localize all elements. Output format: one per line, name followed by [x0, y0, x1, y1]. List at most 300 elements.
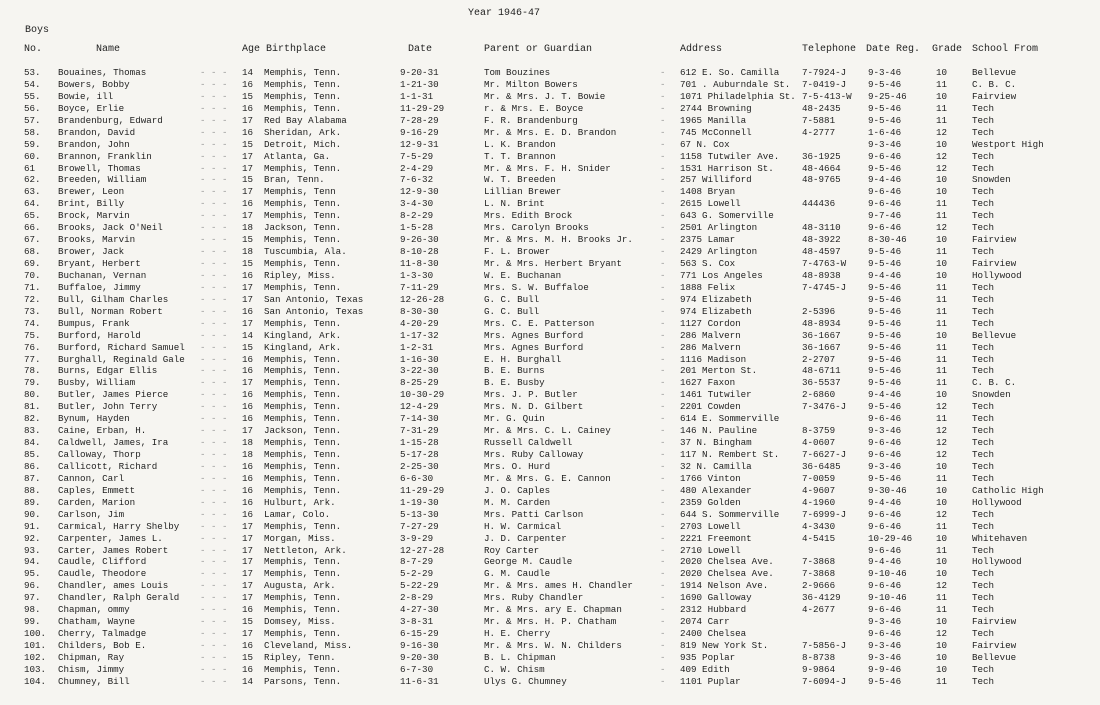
- student-no: 59.: [24, 138, 41, 150]
- student-no: 79.: [24, 377, 41, 389]
- leader-dashes: -: [660, 269, 666, 281]
- student-telephone: 2-6860: [802, 389, 836, 401]
- student-date-registered: 9-6-46: [868, 544, 902, 556]
- student-birthplace: Memphis, Tenn.: [264, 449, 342, 460]
- student-age: 16: [242, 305, 254, 317]
- leader-dashes: -: [660, 401, 666, 413]
- leader-dashes: -: [660, 210, 666, 222]
- student-date-registered: 9-25-46: [868, 90, 907, 102]
- student-address: 1888 Felix: [680, 281, 736, 293]
- student-date-registered: 9-5-46: [868, 472, 902, 484]
- table-row: [0, 258, 1100, 270]
- student-date-registered: 9-5-46: [868, 293, 902, 305]
- student-age: 17: [242, 532, 254, 544]
- student-name: Cannon, Carl: [58, 472, 125, 484]
- leader-dashes: - - -: [200, 532, 228, 544]
- student-birthplace: Memphis, Tenn.: [264, 234, 342, 246]
- leader-dashes: - - -: [200, 640, 228, 651]
- student-parent: George M. Caudle: [484, 556, 573, 568]
- student-school-from: Tech: [972, 341, 995, 353]
- student-no: 62.: [24, 174, 41, 186]
- student-grade: 12: [936, 628, 948, 640]
- leader-dashes: -: [660, 150, 666, 162]
- student-date-registered: 10-29-46: [868, 532, 913, 544]
- student-birthplace: Memphis, Tenn.: [264, 484, 342, 496]
- table-row: [0, 628, 1100, 640]
- student-address: 286 Malvern: [680, 341, 741, 353]
- student-name: Caine, Erban, H.: [58, 425, 147, 437]
- student-birth-date: 6-15-29: [400, 628, 439, 640]
- student-birth-date: 2-8-29: [400, 592, 434, 604]
- student-name: Brannon, Franklin: [58, 150, 152, 162]
- student-name: Chatham, Wayne: [58, 616, 136, 628]
- student-no: 102.: [24, 651, 47, 663]
- student-telephone: 7-3868: [802, 556, 836, 568]
- student-no: 96.: [24, 580, 41, 592]
- student-date-registered: 9-6-46: [868, 413, 902, 425]
- table-row: [0, 306, 1100, 318]
- table-row: [0, 461, 1100, 473]
- student-date-registered: 9-5-46: [868, 377, 902, 389]
- student-telephone: 48-9765: [802, 174, 841, 186]
- student-grade: 10: [936, 651, 948, 663]
- leader-dashes: - - -: [200, 556, 228, 568]
- student-date-registered: 9-6-46: [868, 628, 902, 640]
- student-age: 16: [242, 126, 254, 138]
- student-age: 16: [242, 269, 254, 281]
- student-birthplace: Memphis, Tenn.: [264, 628, 342, 640]
- student-telephone: 36-1667: [802, 329, 841, 341]
- student-birthplace: Sheridan, Ark.: [264, 126, 342, 138]
- student-address: 286 Malvern: [680, 329, 741, 341]
- leader-dashes: - - -: [200, 496, 228, 508]
- student-telephone: 48-3110: [802, 222, 841, 234]
- student-age: 15: [242, 138, 254, 150]
- student-birthplace: Memphis, Tenn.: [264, 78, 342, 90]
- leader-dashes: - - -: [200, 329, 228, 341]
- student-name: Brower, Jack: [58, 246, 125, 258]
- student-birth-date: 11-8-30: [400, 258, 439, 269]
- student-age: 16: [242, 663, 254, 675]
- student-no: 90.: [24, 508, 41, 520]
- student-age: 17: [242, 186, 254, 198]
- student-grade: 10: [936, 90, 948, 102]
- student-address: 2074 Carr: [680, 616, 730, 628]
- student-no: 72.: [24, 293, 41, 305]
- leader-dashes: - - -: [200, 425, 228, 437]
- leader-dashes: -: [660, 425, 666, 437]
- student-school-from: Bellevue: [972, 651, 1017, 663]
- student-birthplace: Memphis, Tenn.: [264, 604, 342, 616]
- student-date-registered: 9-6-46: [868, 222, 902, 234]
- student-parent: B. E. Busby: [484, 377, 545, 389]
- student-parent: Mr. & Mrs. ary E. Chapman: [484, 604, 622, 616]
- student-age: 16: [242, 401, 254, 413]
- student-grade: 10: [936, 496, 948, 508]
- student-address: 974 Elizabeth: [680, 305, 752, 317]
- leader-dashes: -: [660, 341, 666, 353]
- student-birth-date: 8-30-30: [400, 305, 439, 317]
- student-telephone: 4-9607: [802, 484, 836, 496]
- student-age: 17: [242, 150, 254, 162]
- student-date-registered: 9-5-46: [868, 365, 902, 377]
- student-birth-date: 1-16-30: [400, 353, 439, 365]
- student-birth-date: 1-1-31: [400, 90, 434, 102]
- student-no: 101.: [24, 640, 47, 651]
- student-grade: 10: [936, 234, 948, 246]
- student-address: 612 E. So. Camilla: [680, 67, 780, 78]
- student-age: 15: [242, 174, 254, 186]
- student-name: Bull, Norman Robert: [58, 305, 163, 317]
- student-date-registered: 9-30-46: [868, 484, 907, 496]
- student-birthplace: Detroit, Mich.: [264, 138, 342, 150]
- leader-dashes: -: [660, 449, 666, 460]
- student-no: 53.: [24, 67, 41, 78]
- student-birthplace: San Antonio, Texas: [264, 293, 364, 305]
- student-grade: 11: [936, 341, 948, 353]
- student-date-registered: 9-5-46: [868, 353, 902, 365]
- student-no: 78.: [24, 365, 41, 377]
- leader-dashes: - - -: [200, 341, 228, 353]
- student-telephone: 7-7924-J: [802, 67, 847, 78]
- table-row: [0, 103, 1100, 115]
- table-row: [0, 234, 1100, 246]
- table-row: [0, 282, 1100, 294]
- leader-dashes: - - -: [200, 281, 228, 293]
- student-date-registered: 9-5-46: [868, 102, 902, 114]
- table-row: [0, 330, 1100, 342]
- student-birth-date: 7-27-29: [400, 520, 439, 532]
- student-no: 88.: [24, 484, 41, 496]
- student-list: [0, 67, 1100, 688]
- student-no: 91.: [24, 520, 41, 532]
- table-row: [0, 485, 1100, 497]
- table-row: [0, 604, 1100, 616]
- student-school-from: Tech: [972, 246, 995, 258]
- student-grade: 12: [936, 401, 948, 413]
- student-age: 17: [242, 162, 254, 174]
- student-age: 17: [242, 628, 254, 640]
- student-name: Butler, James Pierce: [58, 389, 169, 401]
- student-telephone: 48-3922: [802, 234, 841, 246]
- student-address: 1766 Vinton: [680, 472, 741, 484]
- leader-dashes: - - -: [200, 102, 228, 114]
- student-date-registered: 9-5-46: [868, 341, 902, 353]
- student-no: 56.: [24, 102, 41, 114]
- col-header-date-reg: Date Reg.: [866, 44, 921, 55]
- student-no: 77.: [24, 353, 41, 365]
- table-row: [0, 616, 1100, 628]
- student-name: Bynum, Hayden: [58, 413, 130, 425]
- student-address: 1914 Nelson Ave.: [680, 580, 769, 592]
- student-date-registered: 9-3-46: [868, 460, 902, 472]
- student-grade: 10: [936, 389, 948, 401]
- student-school-from: Bellevue: [972, 67, 1017, 78]
- student-school-from: Tech: [972, 186, 995, 198]
- col-header-address: Address: [680, 44, 723, 55]
- student-date-registered: 9-9-46: [868, 663, 902, 675]
- student-grade: 12: [936, 425, 948, 437]
- student-school-from: Fairview: [972, 640, 1017, 651]
- student-parent: F. L. Brower: [484, 246, 551, 258]
- student-birth-date: 8-7-29: [400, 556, 434, 568]
- student-school-from: Tech: [972, 604, 995, 616]
- student-no: 104.: [24, 675, 47, 687]
- leader-dashes: -: [660, 496, 666, 508]
- leader-dashes: - - -: [200, 544, 228, 556]
- student-birthplace: Memphis, Tenn.: [264, 317, 342, 329]
- student-birth-date: 12-27-28: [400, 544, 445, 556]
- leader-dashes: - - -: [200, 389, 228, 401]
- leader-dashes: - - -: [200, 484, 228, 496]
- leader-dashes: - - -: [200, 150, 228, 162]
- student-telephone: 7-6094-J: [802, 675, 847, 687]
- student-birthplace: Hulburt, Ark.: [264, 496, 336, 508]
- student-school-from: Tech: [972, 508, 995, 520]
- table-row: [0, 473, 1100, 485]
- student-birthplace: Memphis, Tenn.: [264, 413, 342, 425]
- student-birthplace: Red Bay Alabama: [264, 114, 347, 126]
- student-date-registered: 9-5-46: [868, 675, 902, 687]
- leader-dashes: -: [660, 126, 666, 138]
- student-birthplace: Memphis, Tenn: [264, 186, 336, 198]
- student-school-from: Fairview: [972, 258, 1017, 269]
- student-no: 94.: [24, 556, 41, 568]
- leader-dashes: - - -: [200, 437, 228, 449]
- student-telephone: 7-5856-J: [802, 640, 847, 651]
- student-name: Brock, Marvin: [58, 210, 130, 222]
- student-address: 1627 Faxon: [680, 377, 736, 389]
- student-birth-date: 8-2-29: [400, 210, 434, 222]
- leader-dashes: -: [660, 556, 666, 568]
- student-age: 15: [242, 651, 254, 663]
- student-parent: Mrs. Ruby Calloway: [484, 449, 584, 460]
- col-header-school-from: School From: [972, 44, 1039, 55]
- leader-dashes: - - -: [200, 663, 228, 675]
- student-date-registered: 9-6-46: [868, 580, 902, 592]
- student-school-from: Tech: [972, 437, 995, 449]
- student-name: Caudle, Theodore: [58, 568, 147, 580]
- student-parent: Mrs. Agnes Burford: [484, 341, 584, 353]
- col-header-parent: Parent or Guardian: [484, 44, 593, 55]
- col-header-birthplace: Birthplace: [266, 44, 327, 55]
- student-birth-date: 8-10-28: [400, 246, 439, 258]
- student-date-registered: 9-3-46: [868, 425, 902, 437]
- table-row: [0, 556, 1100, 568]
- student-name: Bouaines, Thomas: [58, 67, 147, 78]
- student-grade: 11: [936, 377, 948, 389]
- student-grade: 11: [936, 604, 948, 616]
- student-birthplace: Memphis, Tenn.: [264, 556, 342, 568]
- table-row: [0, 592, 1100, 604]
- student-date-registered: 9-6-46: [868, 508, 902, 520]
- leader-dashes: - - -: [200, 258, 228, 269]
- student-date-registered: 9-3-46: [868, 138, 902, 150]
- leader-dashes: - - -: [200, 317, 228, 329]
- student-birthplace: Kingland, Ark.: [264, 341, 342, 353]
- student-parent: Mrs. N. D. Gilbert: [484, 401, 584, 413]
- student-school-from: Tech: [972, 568, 995, 580]
- student-address: 644 S. Sommerville: [680, 508, 780, 520]
- student-name: Caldwell, James, Ira: [58, 437, 169, 449]
- student-school-from: Tech: [972, 628, 995, 640]
- student-telephone: 7-5881: [802, 114, 836, 126]
- student-age: 17: [242, 520, 254, 532]
- student-address: 480 Alexander: [680, 484, 752, 496]
- student-parent: Mrs. Carolyn Brooks: [484, 222, 589, 234]
- student-no: 60.: [24, 150, 41, 162]
- student-grade: 10: [936, 460, 948, 472]
- student-name: Calloway, Thorp: [58, 449, 141, 460]
- student-birthplace: Kingland, Ark.: [264, 329, 342, 341]
- student-birthplace: Memphis, Tenn.: [264, 281, 342, 293]
- student-birth-date: 1-3-30: [400, 269, 434, 281]
- student-date-registered: 1-6-46: [868, 126, 902, 138]
- leader-dashes: -: [660, 281, 666, 293]
- student-age: 15: [242, 234, 254, 246]
- leader-dashes: -: [660, 114, 666, 126]
- student-parent: W. T. Breeden: [484, 174, 556, 186]
- student-name: Butler, John Terry: [58, 401, 158, 413]
- student-birth-date: 1-15-28: [400, 437, 439, 449]
- student-name: Burghall, Reginald Gale: [58, 353, 185, 365]
- student-parent: F. R. Brandenburg: [484, 114, 578, 126]
- student-no: 66.: [24, 222, 41, 234]
- student-parent: G. M. Caudle: [484, 568, 551, 580]
- student-birthplace: Memphis, Tenn.: [264, 102, 342, 114]
- student-no: 63.: [24, 186, 41, 198]
- leader-dashes: - - -: [200, 90, 228, 102]
- leader-dashes: - - -: [200, 198, 228, 210]
- student-parent: Mr. & Mrs. F. H. Snider: [484, 162, 611, 174]
- student-birthplace: Memphis, Tenn.: [264, 198, 342, 210]
- student-address: 2501 Arlington: [680, 222, 758, 234]
- student-no: 97.: [24, 592, 41, 604]
- student-age: 16: [242, 460, 254, 472]
- student-age: 15: [242, 341, 254, 353]
- student-address: 37 N. Bingham: [680, 437, 752, 449]
- student-birth-date: 1-5-28: [400, 222, 434, 234]
- student-date-registered: 9-3-46: [868, 651, 902, 663]
- student-birth-date: 7-14-30: [400, 413, 439, 425]
- table-row: [0, 652, 1100, 664]
- leader-dashes: -: [660, 174, 666, 186]
- student-grade: 11: [936, 413, 948, 425]
- student-date-registered: 9-5-46: [868, 401, 902, 413]
- student-name: Brooks, Marvin: [58, 234, 136, 246]
- student-parent: J. D. Carpenter: [484, 532, 567, 544]
- student-birthplace: Memphis, Tenn.: [264, 258, 342, 269]
- student-grade: 11: [936, 210, 948, 222]
- leader-dashes: - - -: [200, 365, 228, 377]
- student-birthplace: Lamar, Colo.: [264, 508, 331, 520]
- table-row: [0, 568, 1100, 580]
- leader-dashes: - - -: [200, 520, 228, 532]
- student-birthplace: Memphis, Tenn.: [264, 568, 342, 580]
- table-row: [0, 354, 1100, 366]
- leader-dashes: - - -: [200, 651, 228, 663]
- student-grade: 10: [936, 138, 948, 150]
- student-birthplace: Ripley, Tenn.: [264, 651, 336, 663]
- student-address: 409 Edith: [680, 663, 730, 675]
- student-no: 80.: [24, 389, 41, 401]
- table-row: [0, 246, 1100, 258]
- student-birthplace: Memphis, Tenn.: [264, 67, 342, 78]
- student-grade: 12: [936, 126, 948, 138]
- student-name: Bowie, ill: [58, 90, 114, 102]
- student-telephone: 48-8934: [802, 317, 841, 329]
- student-birth-date: 6-6-30: [400, 472, 434, 484]
- student-telephone: 48-4597: [802, 246, 841, 258]
- student-address: 701 . Auburndale St.: [680, 78, 791, 90]
- student-no: 75.: [24, 329, 41, 341]
- table-row: [0, 174, 1100, 186]
- student-name: Chandler, Ralph Gerald: [58, 592, 180, 604]
- leader-dashes: -: [660, 102, 666, 114]
- student-parent: W. E. Buchanan: [484, 269, 562, 281]
- student-date-registered: 9-3-46: [868, 640, 902, 651]
- student-birth-date: 8-25-29: [400, 377, 439, 389]
- student-address: 935 Poplar: [680, 651, 736, 663]
- student-name: Carmical, Harry Shelby: [58, 520, 180, 532]
- leader-dashes: -: [660, 568, 666, 580]
- student-parent: Mr. & Mrs. C. L. Cainey: [484, 425, 611, 437]
- student-date-registered: 9-6-46: [868, 604, 902, 616]
- student-parent: Russell Caldwell: [484, 437, 573, 449]
- leader-dashes: - - -: [200, 460, 228, 472]
- student-telephone: 36-1667: [802, 341, 841, 353]
- leader-dashes: -: [660, 222, 666, 234]
- student-birth-date: 9-20-30: [400, 651, 439, 663]
- student-no: 58.: [24, 126, 41, 138]
- student-address: 819 New York St.: [680, 640, 769, 651]
- student-parent: Mr. & Mrs. ames H. Chandler: [484, 580, 633, 592]
- leader-dashes: -: [660, 472, 666, 484]
- student-school-from: Tech: [972, 592, 995, 604]
- student-grade: 11: [936, 78, 948, 90]
- student-address: 1965 Manilla: [680, 114, 747, 126]
- table-row: [0, 163, 1100, 175]
- student-name: Browell, Thomas: [58, 162, 141, 174]
- student-parent: r. & Mrs. E. Boyce: [484, 102, 584, 114]
- student-telephone: 48-2435: [802, 102, 841, 114]
- table-row: [0, 222, 1100, 234]
- student-name: Childers, Bob E.: [58, 640, 147, 651]
- student-address: 2744 Browning: [680, 102, 752, 114]
- student-no: 83.: [24, 425, 41, 437]
- leader-dashes: - - -: [200, 568, 228, 580]
- student-age: 16: [242, 472, 254, 484]
- student-grade: 11: [936, 305, 948, 317]
- leader-dashes: -: [660, 532, 666, 544]
- col-header-no: No.: [24, 44, 43, 55]
- student-parent: Mr. Milton Bowers: [484, 78, 578, 90]
- table-row: [0, 294, 1100, 306]
- leader-dashes: -: [660, 508, 666, 520]
- student-grade: 10: [936, 663, 948, 675]
- table-row: [0, 449, 1100, 461]
- student-birth-date: 3-4-30: [400, 198, 434, 210]
- table-row: [0, 186, 1100, 198]
- leader-dashes: -: [660, 460, 666, 472]
- student-age: 17: [242, 556, 254, 568]
- student-address: 1071 Philadelphia St.: [680, 90, 796, 102]
- student-birth-date: 12-9-31: [400, 138, 439, 150]
- leader-dashes: -: [660, 329, 666, 341]
- student-school-from: Tech: [972, 114, 995, 126]
- student-grade: 10: [936, 616, 948, 628]
- student-no: 76.: [24, 341, 41, 353]
